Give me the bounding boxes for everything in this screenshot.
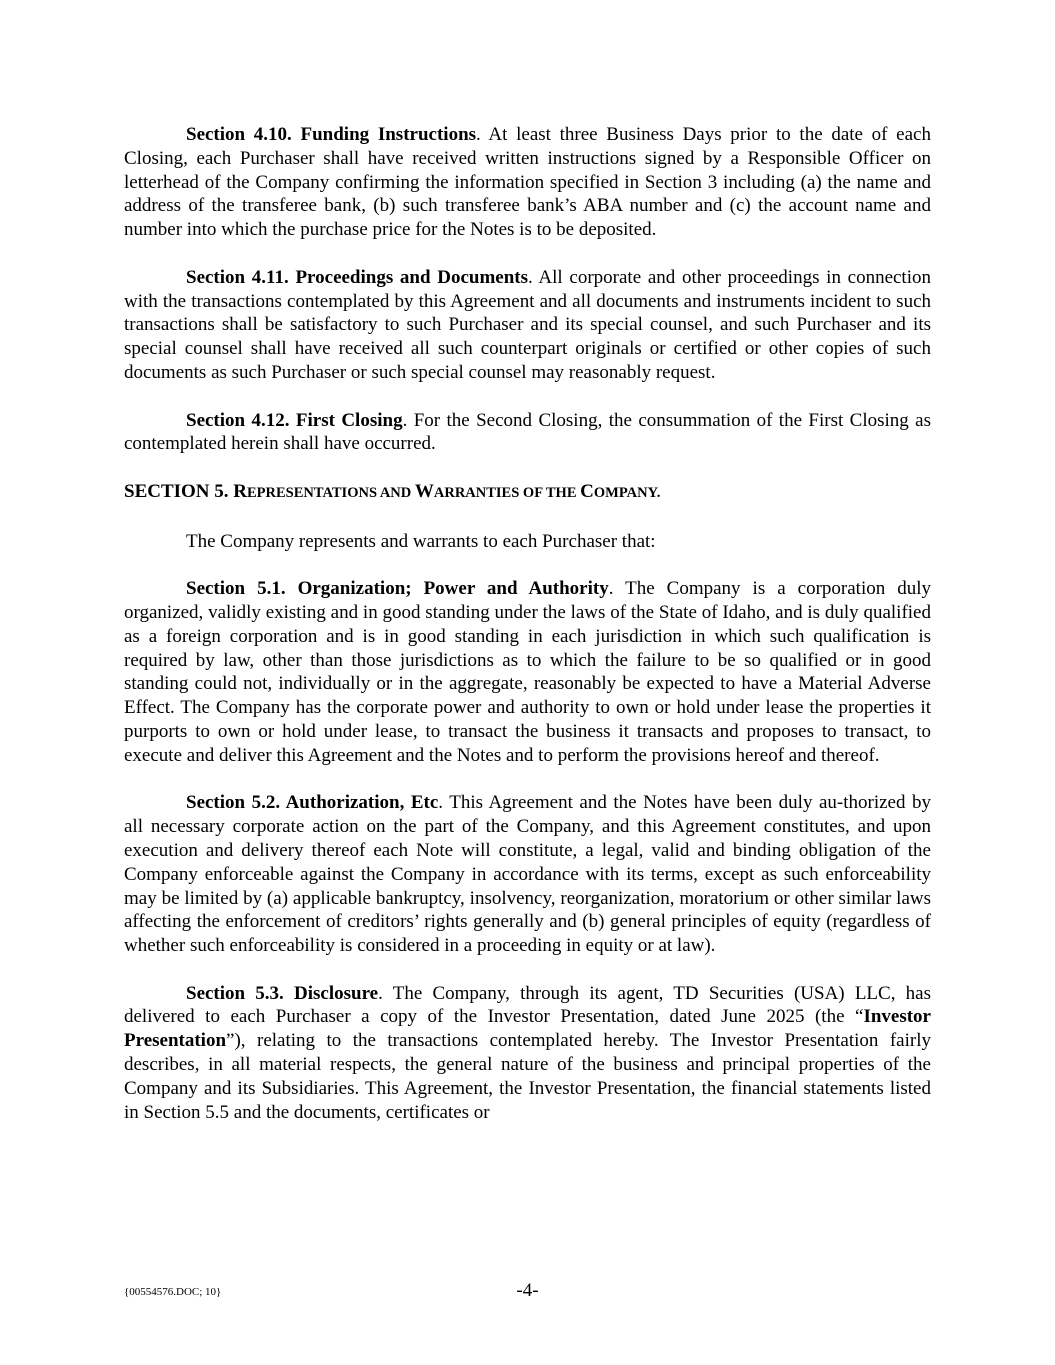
section-5-2-paragraph bbox=[124, 791, 931, 958]
section-5-3-body-2: ”), relating to the transactions contemplated hereby. The Investor Presentation fairly describes, in all material respects, the general nature of the business and principal properties of the Company and its Subsidiaries. This Agreement, the Investor Presentation, the financial statements listed in Section 5.5 and the documents, certificates or bbox=[124, 1030, 931, 1123]
section-4-10-heading: Section 4.10. Funding Instructions bbox=[186, 124, 477, 145]
section-5-1-body: . The Company is a corporation duly organized, validly existing and in good standing under the laws of the State of Idaho, and is duly qualified as a foreign corporation and is in good standing in each jurisdiction in which such qualification is required by law, other than those jurisdictions as to which the failure to be so qualified or in good standing could not, individually or in the aggregate, reasonably be expected to have a Material Adverse Effect. The Company has the corporate power and authority to own or hold under lease the properties it purports to own or hold under lease, to transact the business it transacts and proposes to transact, to execute and deliver this Agreement and the Notes and to perform the provisions hereof and thereof. bbox=[124, 578, 931, 766]
document-page bbox=[124, 123, 931, 1148]
section-5-1-heading: Section 5.1. Organization; Power and Authority bbox=[186, 578, 609, 600]
section-4-10-paragraph bbox=[124, 123, 931, 242]
section-5-title-c: C bbox=[580, 480, 594, 502]
section-5-2-heading: Section 5.2. Authorization, Etc bbox=[186, 792, 439, 814]
section-5-3-heading: Section 5.3. Disclosure bbox=[186, 982, 379, 1004]
section-4-11-body: . All corporate and other proceedings in connection with the transactions contemplated by this Agreement and all documents and instruments incident to such transactions shall be satisfactory to such Purchaser and its special counsel, and such Purchaser and its special counsel shall have received all such counterpart originals or certified or other copies of such documents as such Purchaser or such special counsel may reasonably request. bbox=[124, 266, 931, 383]
section-5-heading bbox=[124, 480, 931, 506]
footer-page-number: -4- bbox=[516, 1280, 539, 1301]
section-5-number: SECTION 5. bbox=[124, 480, 234, 502]
section-5-title-r-rest: EPRESENTATIONS AND bbox=[247, 484, 415, 501]
section-4-11-paragraph bbox=[124, 266, 931, 385]
section-5-3-body-1: . The Company, through its agent, TD Securities (USA) LLC, has delivered to each Purchaser a copy of the Investor Presentation, dated June 2025 (the “ bbox=[124, 982, 931, 1028]
section-5-3-paragraph bbox=[124, 982, 931, 1125]
section-5-2-body: . This Agreement and the Notes have been duly au-thorized by all necessary corporate action on the part of the Company, and this Agreement constitutes, and upon execution and delivery thereof each Note will constitute, a legal, valid and binding obligation of the Company enforceable against the Company in accordance with its terms, except as such enforceability may be limited by (a) applicable bankruptcy, insolvency, reorganization, moratorium or other similar laws affecting the enforcement of creditors’ rights generally and (b) general principles of equity (regardless of whether such enforceability is considered in a proceeding in equity or at law). bbox=[124, 792, 931, 957]
section-4-12-body: . For the Second Closing, the consummation of the First Closing as contemplated herein shall have occurred. bbox=[124, 409, 931, 455]
section-5-3-defined-term: Investor Presentation bbox=[124, 1006, 931, 1052]
section-5-1-paragraph bbox=[124, 577, 931, 767]
section-4-11-heading: Section 4.11. Proceedings and Documents bbox=[186, 266, 529, 288]
section-4-12-paragraph bbox=[124, 409, 931, 457]
section-4-12-heading: Section 4.12. First Closing bbox=[186, 409, 403, 431]
section-5-title-w: W bbox=[414, 480, 434, 502]
section-5-title-r: R bbox=[233, 480, 248, 502]
section-5-title-w-rest: ARRANTIES OF THE bbox=[433, 484, 581, 501]
section-4-10-body: . At least three Business Days prior to the date of each Closing, each Purchaser shall have received written instructions signed by a Responsible Officer on letterhead of the Company confirming the information specified in Section 3 including (a) the name and address of the transferee bank, (b) such transferee bank’s ABA number and (c) the account name and number into which the purchase price for the Notes is to be deposited. bbox=[124, 124, 931, 241]
section-5-intro: The Company represents and warrants to each Purchaser that: bbox=[186, 530, 656, 552]
footer-document-id: {00554576.DOC; 10} bbox=[124, 1286, 222, 1298]
section-5-title-c-rest: OMPANY. bbox=[593, 484, 661, 501]
